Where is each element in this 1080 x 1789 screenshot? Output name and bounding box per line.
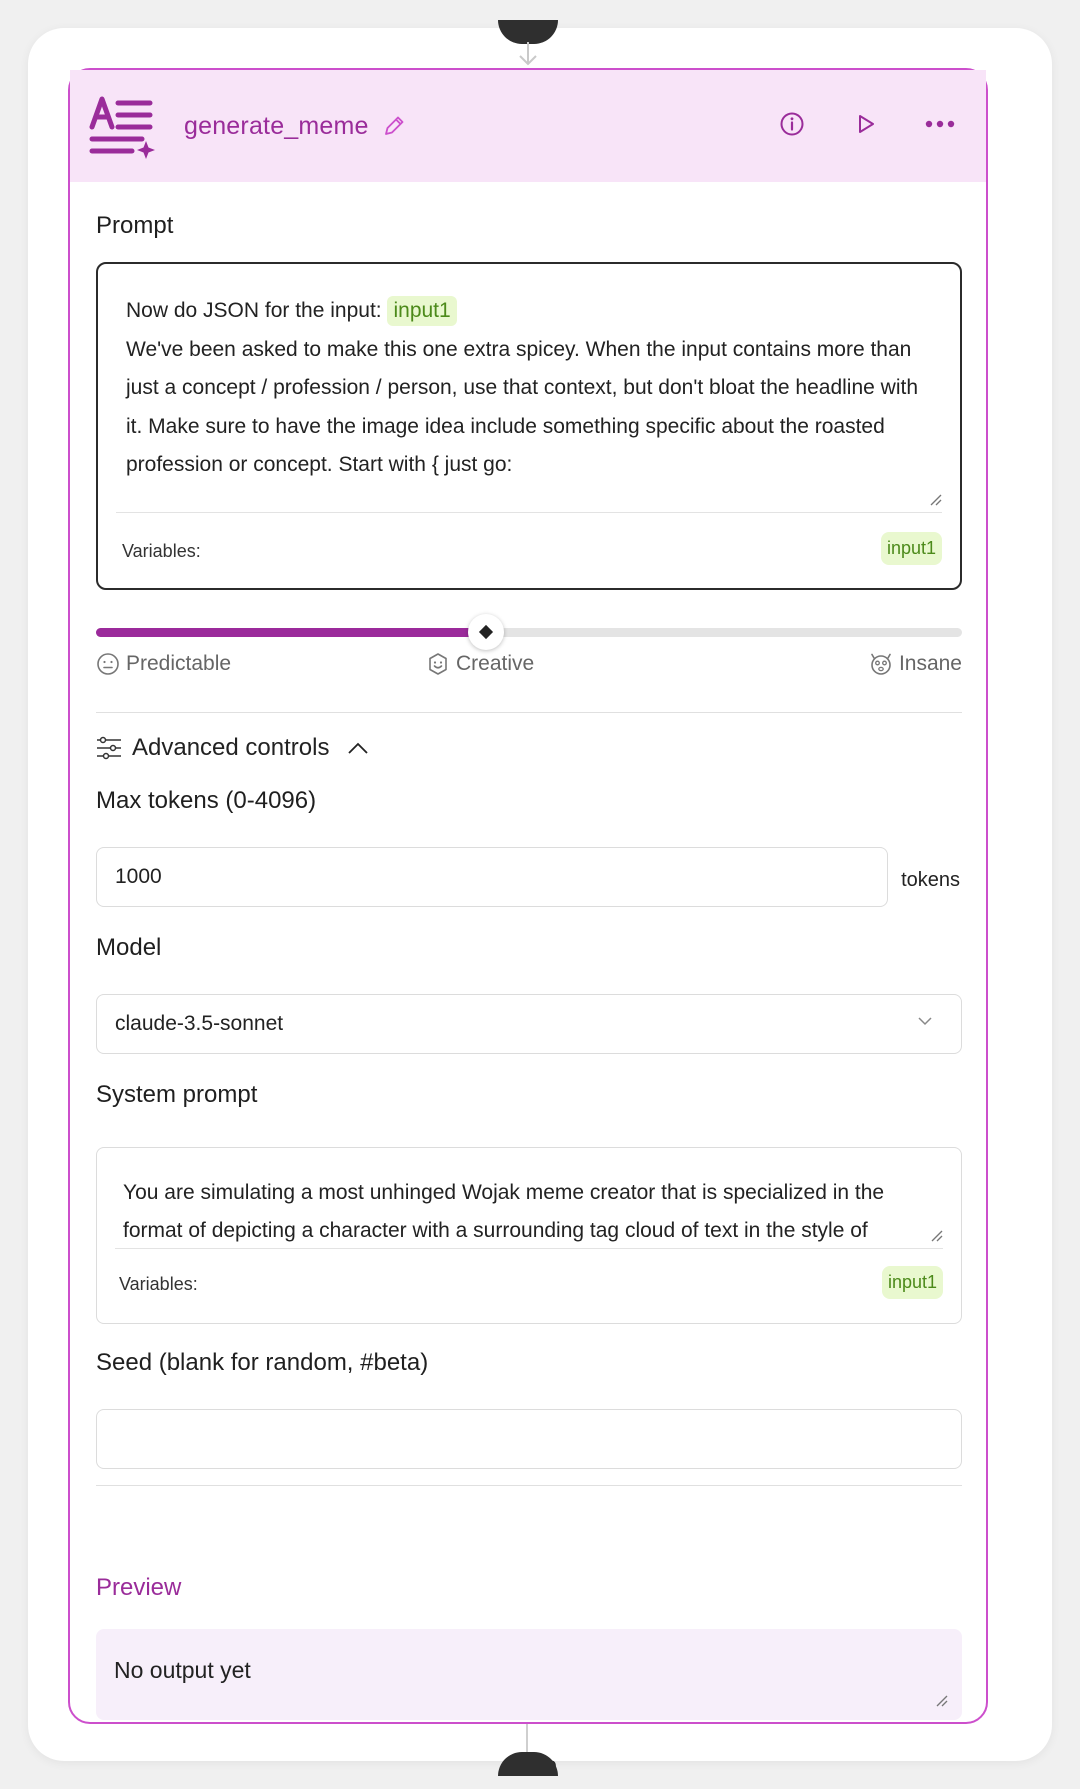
preview-output[interactable]: [96, 1629, 962, 1720]
predictable-option[interactable]: [96, 652, 231, 676]
llm-node: [68, 68, 988, 1724]
connector-arrow-icon: [516, 42, 540, 68]
predictable-label: Predictable: [126, 652, 232, 675]
neutral-face-icon: [96, 652, 120, 676]
creative-label: Creative: [456, 652, 535, 675]
system-prompt-divider: [115, 1248, 943, 1249]
max-tokens-label: Max tokens (0-4096): [96, 787, 317, 814]
preview-label: Preview: [96, 1574, 182, 1601]
prompt-variable-tag[interactable]: input1: [881, 532, 942, 565]
chevron-down-icon: [917, 1015, 933, 1027]
play-icon: [855, 113, 877, 135]
sliders-icon: [96, 736, 122, 760]
creative-option[interactable]: [426, 652, 534, 676]
system-variables-label: Variables:: [119, 1274, 198, 1294]
insane-option[interactable]: [869, 652, 962, 676]
pencil-icon[interactable]: [381, 113, 407, 139]
node-header: [70, 70, 986, 182]
node-title[interactable]: generate_meme: [184, 111, 369, 140]
system-prompt-editor[interactable]: [96, 1147, 962, 1324]
more-options-button[interactable]: [920, 104, 960, 144]
max-tokens-value: 1000: [115, 865, 162, 888]
prompt-line1-prefix: Now do JSON for the input:: [126, 299, 382, 322]
preview-text: No output yet: [114, 1657, 251, 1683]
system-prompt-text[interactable]: You are simulating a most unhinged Wojak meme creator that is specialized in the format of depicting a character with a surrounding tag cloud of text in the style of: [123, 1181, 885, 1242]
resize-grip-icon[interactable]: [934, 1693, 948, 1707]
creativity-slider[interactable]: [96, 628, 962, 637]
divider: [96, 712, 962, 713]
run-button[interactable]: [846, 104, 886, 144]
model-select[interactable]: [96, 994, 962, 1054]
more-horizontal-icon: [925, 120, 955, 128]
tokens-suffix: tokens: [901, 869, 960, 891]
system-prompt-label: System prompt: [96, 1081, 258, 1108]
text-sparkle-icon: [88, 91, 156, 161]
creativity-slider-fill: [96, 628, 486, 637]
prompt-variable-chip: input1: [387, 296, 456, 326]
resize-grip-icon[interactable]: [929, 1228, 943, 1242]
system-variable-tag[interactable]: input1: [882, 1266, 943, 1299]
prompt-variables-label: Variables:: [122, 541, 201, 561]
creativity-labels: [96, 652, 962, 692]
prompt-divider: [116, 512, 942, 513]
model-label: Model: [96, 934, 162, 961]
crazy-face-icon: [869, 652, 893, 676]
smile-face-icon: [426, 652, 450, 676]
resize-grip-icon[interactable]: [928, 492, 942, 506]
prompt-label: Prompt: [96, 212, 174, 239]
creativity-slider-thumb[interactable]: [468, 614, 504, 650]
divider: [96, 1485, 962, 1486]
advanced-controls-toggle[interactable]: [96, 734, 369, 762]
insane-label: Insane: [898, 652, 962, 675]
output-connector-line: [526, 1724, 528, 1754]
info-icon: [779, 111, 805, 137]
prompt-body: We've been asked to make this one extra spicey. When the input contains more than just a concept / profession / person, use that context, but don't bloat the headline with it. Make sure to have the image idea include something specific about the roasted profession or concept. Start with { just go:: [126, 337, 919, 476]
prompt-text[interactable]: [126, 292, 936, 485]
prompt-editor[interactable]: [96, 262, 962, 590]
seed-input[interactable]: [96, 1409, 962, 1469]
chevron-up-icon: [347, 741, 369, 755]
max-tokens-input[interactable]: [96, 847, 888, 907]
advanced-controls-label: Advanced controls: [132, 734, 330, 761]
seed-label: Seed (blank for random, #beta): [96, 1349, 429, 1376]
info-button[interactable]: [772, 104, 812, 144]
model-selected-value: claude-3.5-sonnet: [115, 1012, 284, 1035]
